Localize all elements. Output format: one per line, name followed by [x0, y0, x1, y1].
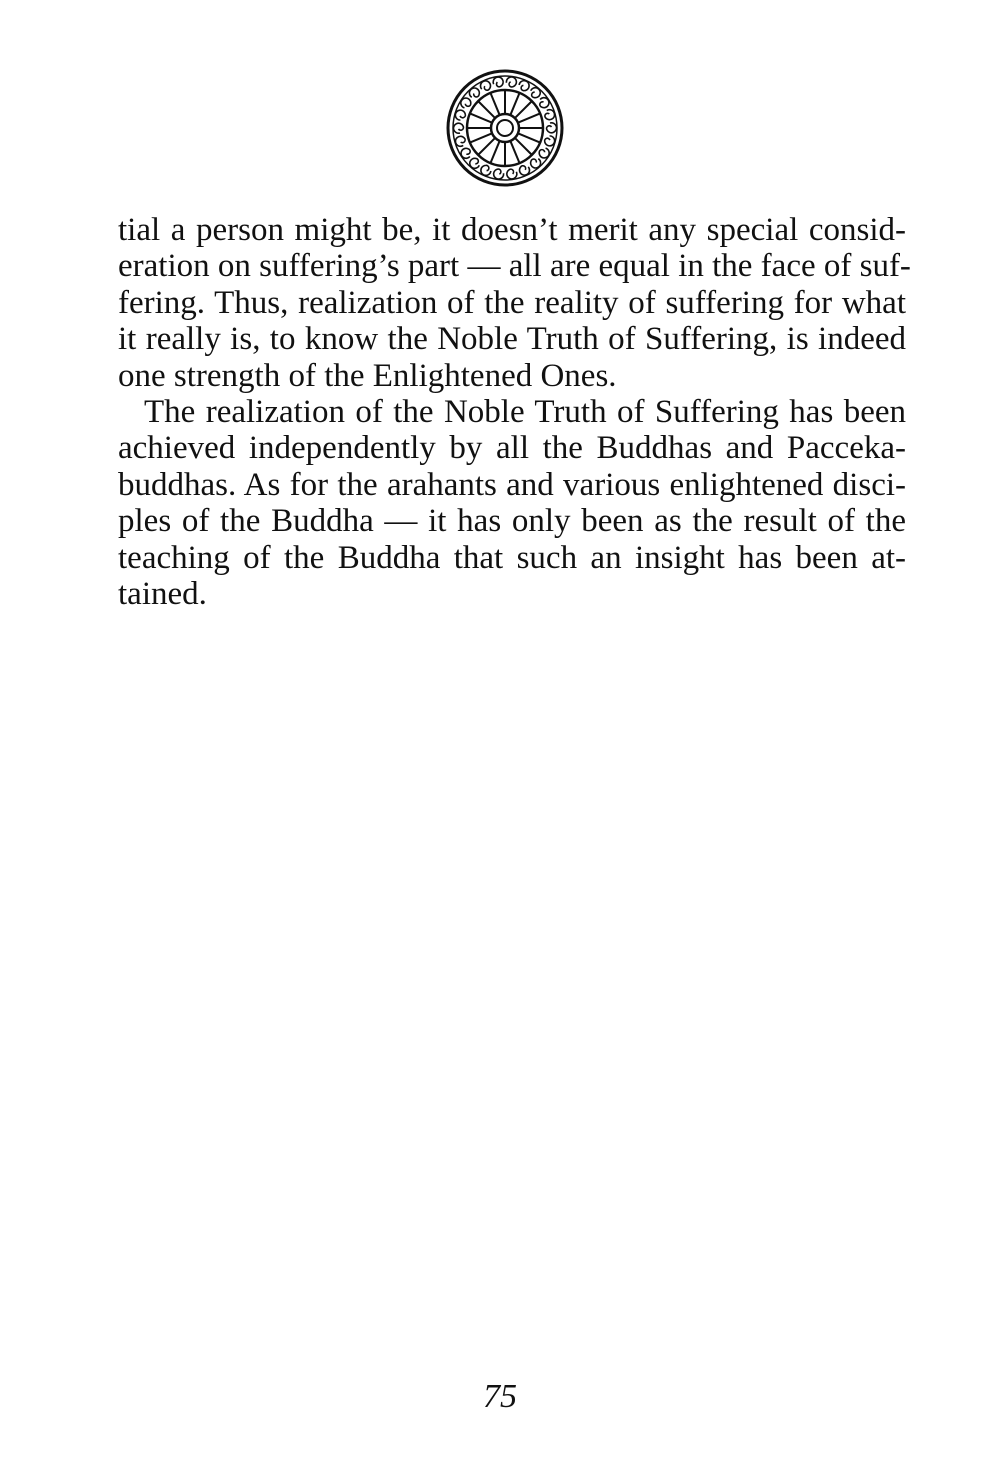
body-text — [118, 212, 911, 612]
text-line: one strength of the Enlightened Ones. — [118, 357, 617, 394]
text-line: achieved independently by all the Buddhas and Pacceka- — [118, 430, 906, 467]
text-line: buddhas. As for the arahants and various enlightened disci- — [118, 466, 906, 503]
text-line: eration on suffering’s part — all are equal in the face of suf- — [118, 248, 911, 285]
text-line: tained. — [118, 575, 207, 612]
dharma-wheel-icon — [445, 68, 565, 188]
text-line: fering. Thus, realization of the reality of suffering for what — [118, 284, 906, 321]
text-line: teaching of the Buddha that such an insight has been at- — [118, 539, 906, 576]
text-line: tial a person might be, it doesn’t merit any special consid- — [118, 212, 906, 248]
text-line: ples of the Buddha — it has only been as the result of the — [118, 503, 906, 540]
text-line: it really is, to know the Noble Truth of Suffering, is indeed — [118, 321, 906, 358]
text-line: The realization of the Noble Truth of Suffering has been — [144, 393, 906, 430]
page-number: 75 — [483, 1378, 517, 1415]
